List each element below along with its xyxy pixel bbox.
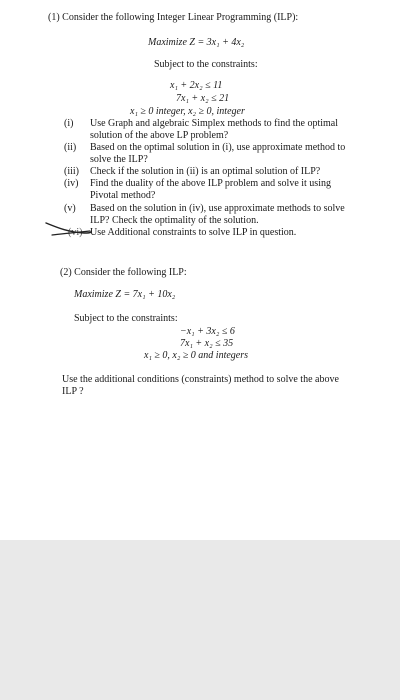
q1-item-v-number: (v) [64,203,76,214]
q1-constraint-3: x₁ ≥ 0 integer, x₂ ≥ 0, integer [130,106,245,117]
q1-item-v-line-1: Based on the solution in (iv), use approximate methods to solve [90,203,345,214]
q2-constraint-2: 7x₁ + x₂ ≤ 35 [180,338,234,349]
q1-item-iv-line-2: Pivotal method? [90,190,156,201]
q1-item-iv-number: (iv) [64,178,79,189]
q1-item-vi-number: (vi) [68,227,83,238]
q1-item-v-line-2: ILP? Check the optimality of the solution. [90,215,259,226]
q1-item-iii-number: (iii) [64,166,79,177]
q2-constraint-3: x₁ ≥ 0, x₂ ≥ 0 and integers [144,350,249,361]
q1-item-iii-line-1: Check if the solution in (ii) is an optimal solution of ILP? [90,166,321,177]
q1-item-vi-line-1: Use Additional constraints to solve ILP in question. [90,227,297,238]
q2-objective: Maximize Z = 7x₁ + 10x₂ [74,289,176,300]
q1-item-ii-line-1: Based on the optimal solution in (i), use approximate method to [90,142,346,153]
q1-constraint-1: x₁ + 2x₂ ≤ 11 [170,80,223,91]
q1-item-ii-number: (ii) [64,142,77,153]
q1-constraint-2: 7x₁ + x₂ ≤ 21 [176,93,230,104]
q2-closing-line-1: Use the additional conditions (constraints) method to solve the above [62,374,339,385]
q2-closing-line-2: ILP ? [62,386,84,397]
q1-item-i-line-2: solution of the above LP problem? [90,130,229,141]
background-gray-area [0,540,400,700]
q1-item-ii-line-2: solve the ILP? [90,154,148,165]
q1-objective: Maximize Z = 3x₁ + 4x₂ [148,37,245,48]
q1-item-i-line-1: Use Graph and algebraic Simplex methods to find the optimal [90,118,338,129]
q1-subject-to: Subject to the constraints: [154,59,258,70]
q2-heading: (2) Consider the following ILP: [60,267,187,278]
handwritten-strike-mark [44,218,92,240]
q2-constraint-1: −x₁ + 3x₂ ≤ 6 [180,326,235,337]
q2-subject-to: Subject to the constraints: [74,313,178,324]
q1-heading: (1) Consider the following Integer Linear Programming (ILP): [48,12,299,23]
q1-item-iv-line-1: Find the duality of the above ILP problem and solve it using [90,178,331,189]
q1-item-i-number: (i) [64,118,74,129]
